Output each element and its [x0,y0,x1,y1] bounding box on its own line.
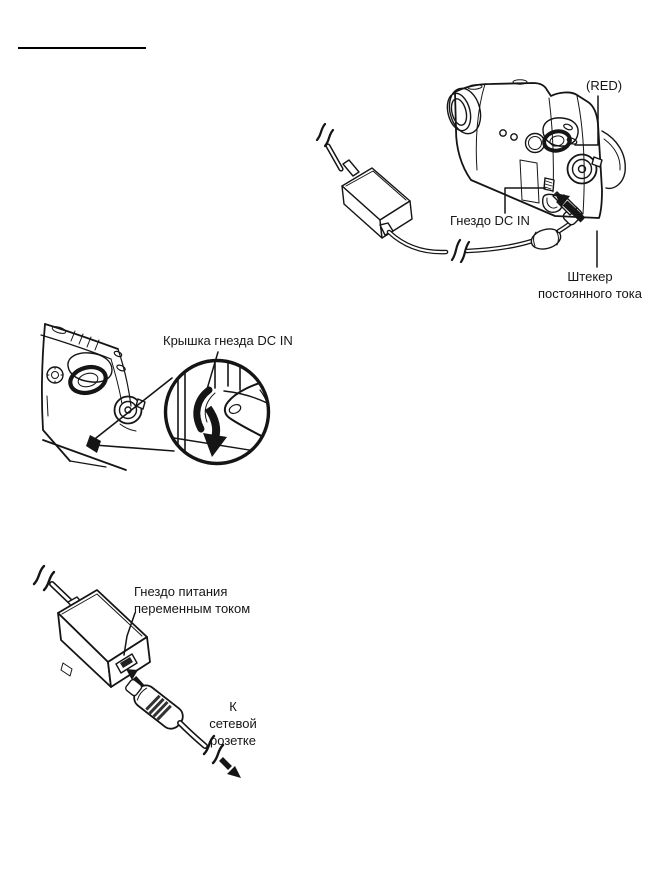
top-rule [18,47,146,49]
cord-break-mark [34,566,44,584]
magnified-detail [174,359,276,458]
cord-strain-relief [343,160,359,176]
label-red: (RED) [586,78,623,93]
label-ac-inlet: Гнездо питания переменным током [134,584,251,616]
label-dc-in-cover: Крышка гнезда DC IN [163,333,293,348]
side-button [500,130,506,136]
label-to-outlet: К сетевой розетке [209,699,257,748]
battery-panel [520,160,539,203]
open-arrow [203,408,227,457]
power-cord-connector [121,675,186,733]
camera-base [43,440,126,470]
cord-break-mark [317,124,325,140]
rear-button [563,123,573,131]
ac-adapter [317,124,412,238]
label-dc-in-jack: Гнездо DC IN [450,213,530,228]
viewfinder-eyecup [67,363,108,396]
fingernail [228,403,242,415]
label-dc-plug: Штекер постоянного тока [538,269,642,301]
cable-break-mark [452,240,460,260]
to-outlet-arrow [221,759,241,778]
side-button [511,134,517,140]
dc-in-jack-area [86,435,101,453]
